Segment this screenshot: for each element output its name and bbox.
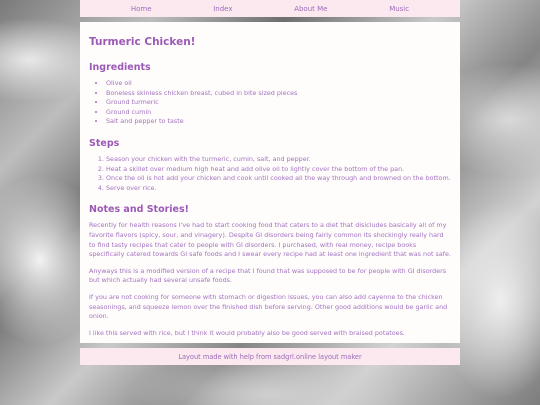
- footer: [80, 348, 460, 365]
- notes-heading: Notes and Stories!: [89, 204, 189, 216]
- top-nav: [80, 0, 460, 17]
- steps-heading: Steps: [89, 137, 120, 149]
- page-title: Turmeric Chicken!: [89, 36, 196, 48]
- nav-link-about-me[interactable]: About Me: [294, 4, 328, 13]
- footer-text: Layout made with help from sadgrl.online layout maker: [178, 352, 362, 361]
- nav-link-home[interactable]: Home: [130, 4, 152, 13]
- list-item: 1. Season your chicken with the turmeric, cumin, salt, and pepper.: [106, 155, 451, 165]
- steps-list: [89, 155, 451, 193]
- paragraph: Recently for health reasons I've had to start cooking food that caters to a diet that disicludes basically all of my favorite flavors (spicy, sour, and vinagery). Despite GI disorders being fairly common its shockingly really hard to find tasty recipes that cater to people with GI disorders. I purchased, with real money, recipe books specifically catered towards GI safe foods and I swear every recipe had at least one ingredient that was not safe.: [89, 221, 451, 259]
- list-item: 4. Serve over rice.: [106, 184, 451, 194]
- nav-link-music[interactable]: Music: [389, 4, 410, 13]
- nav-link-index[interactable]: Index: [213, 4, 233, 13]
- list-item: • Ground cumin: [106, 108, 451, 118]
- list-item: • Boneless skinless chicken breast, cubed in bite sized pieces: [106, 89, 451, 99]
- list-item: 2. Heat a skillet over medium high heat and add olive oil to lightly cover the bottom of the pan.: [106, 165, 451, 175]
- list-item: 3. Once the oil is hot add your chicken and cook until cooked all the way through and browned on the bottom.: [106, 174, 451, 184]
- paragraph: Anyways this is a modified version of a recipe that I found that was supposed to be for people with GI disorders but which actually had several unsafe foods.: [89, 266, 447, 285]
- list-item: • Ground turmeric: [106, 98, 451, 108]
- ingredients-heading: Ingredients: [89, 62, 151, 73]
- paragraph: I like this served with rice, but I think it would probably also be good served with braised potatoes.: [89, 328, 405, 337]
- main-content: [80, 22, 460, 343]
- ingredients-list: [89, 79, 451, 127]
- list-item: • Olive oil: [106, 79, 451, 89]
- list-item: • Salt and pepper to taste: [106, 117, 451, 127]
- paragraph: If you are not cooking for someone with stomach or digestion issues, you can also add cayenne to the chicken seasonings, and squeeze lemon over the finished dish before serving. Other good additions would be garlic and onion.: [89, 292, 448, 321]
